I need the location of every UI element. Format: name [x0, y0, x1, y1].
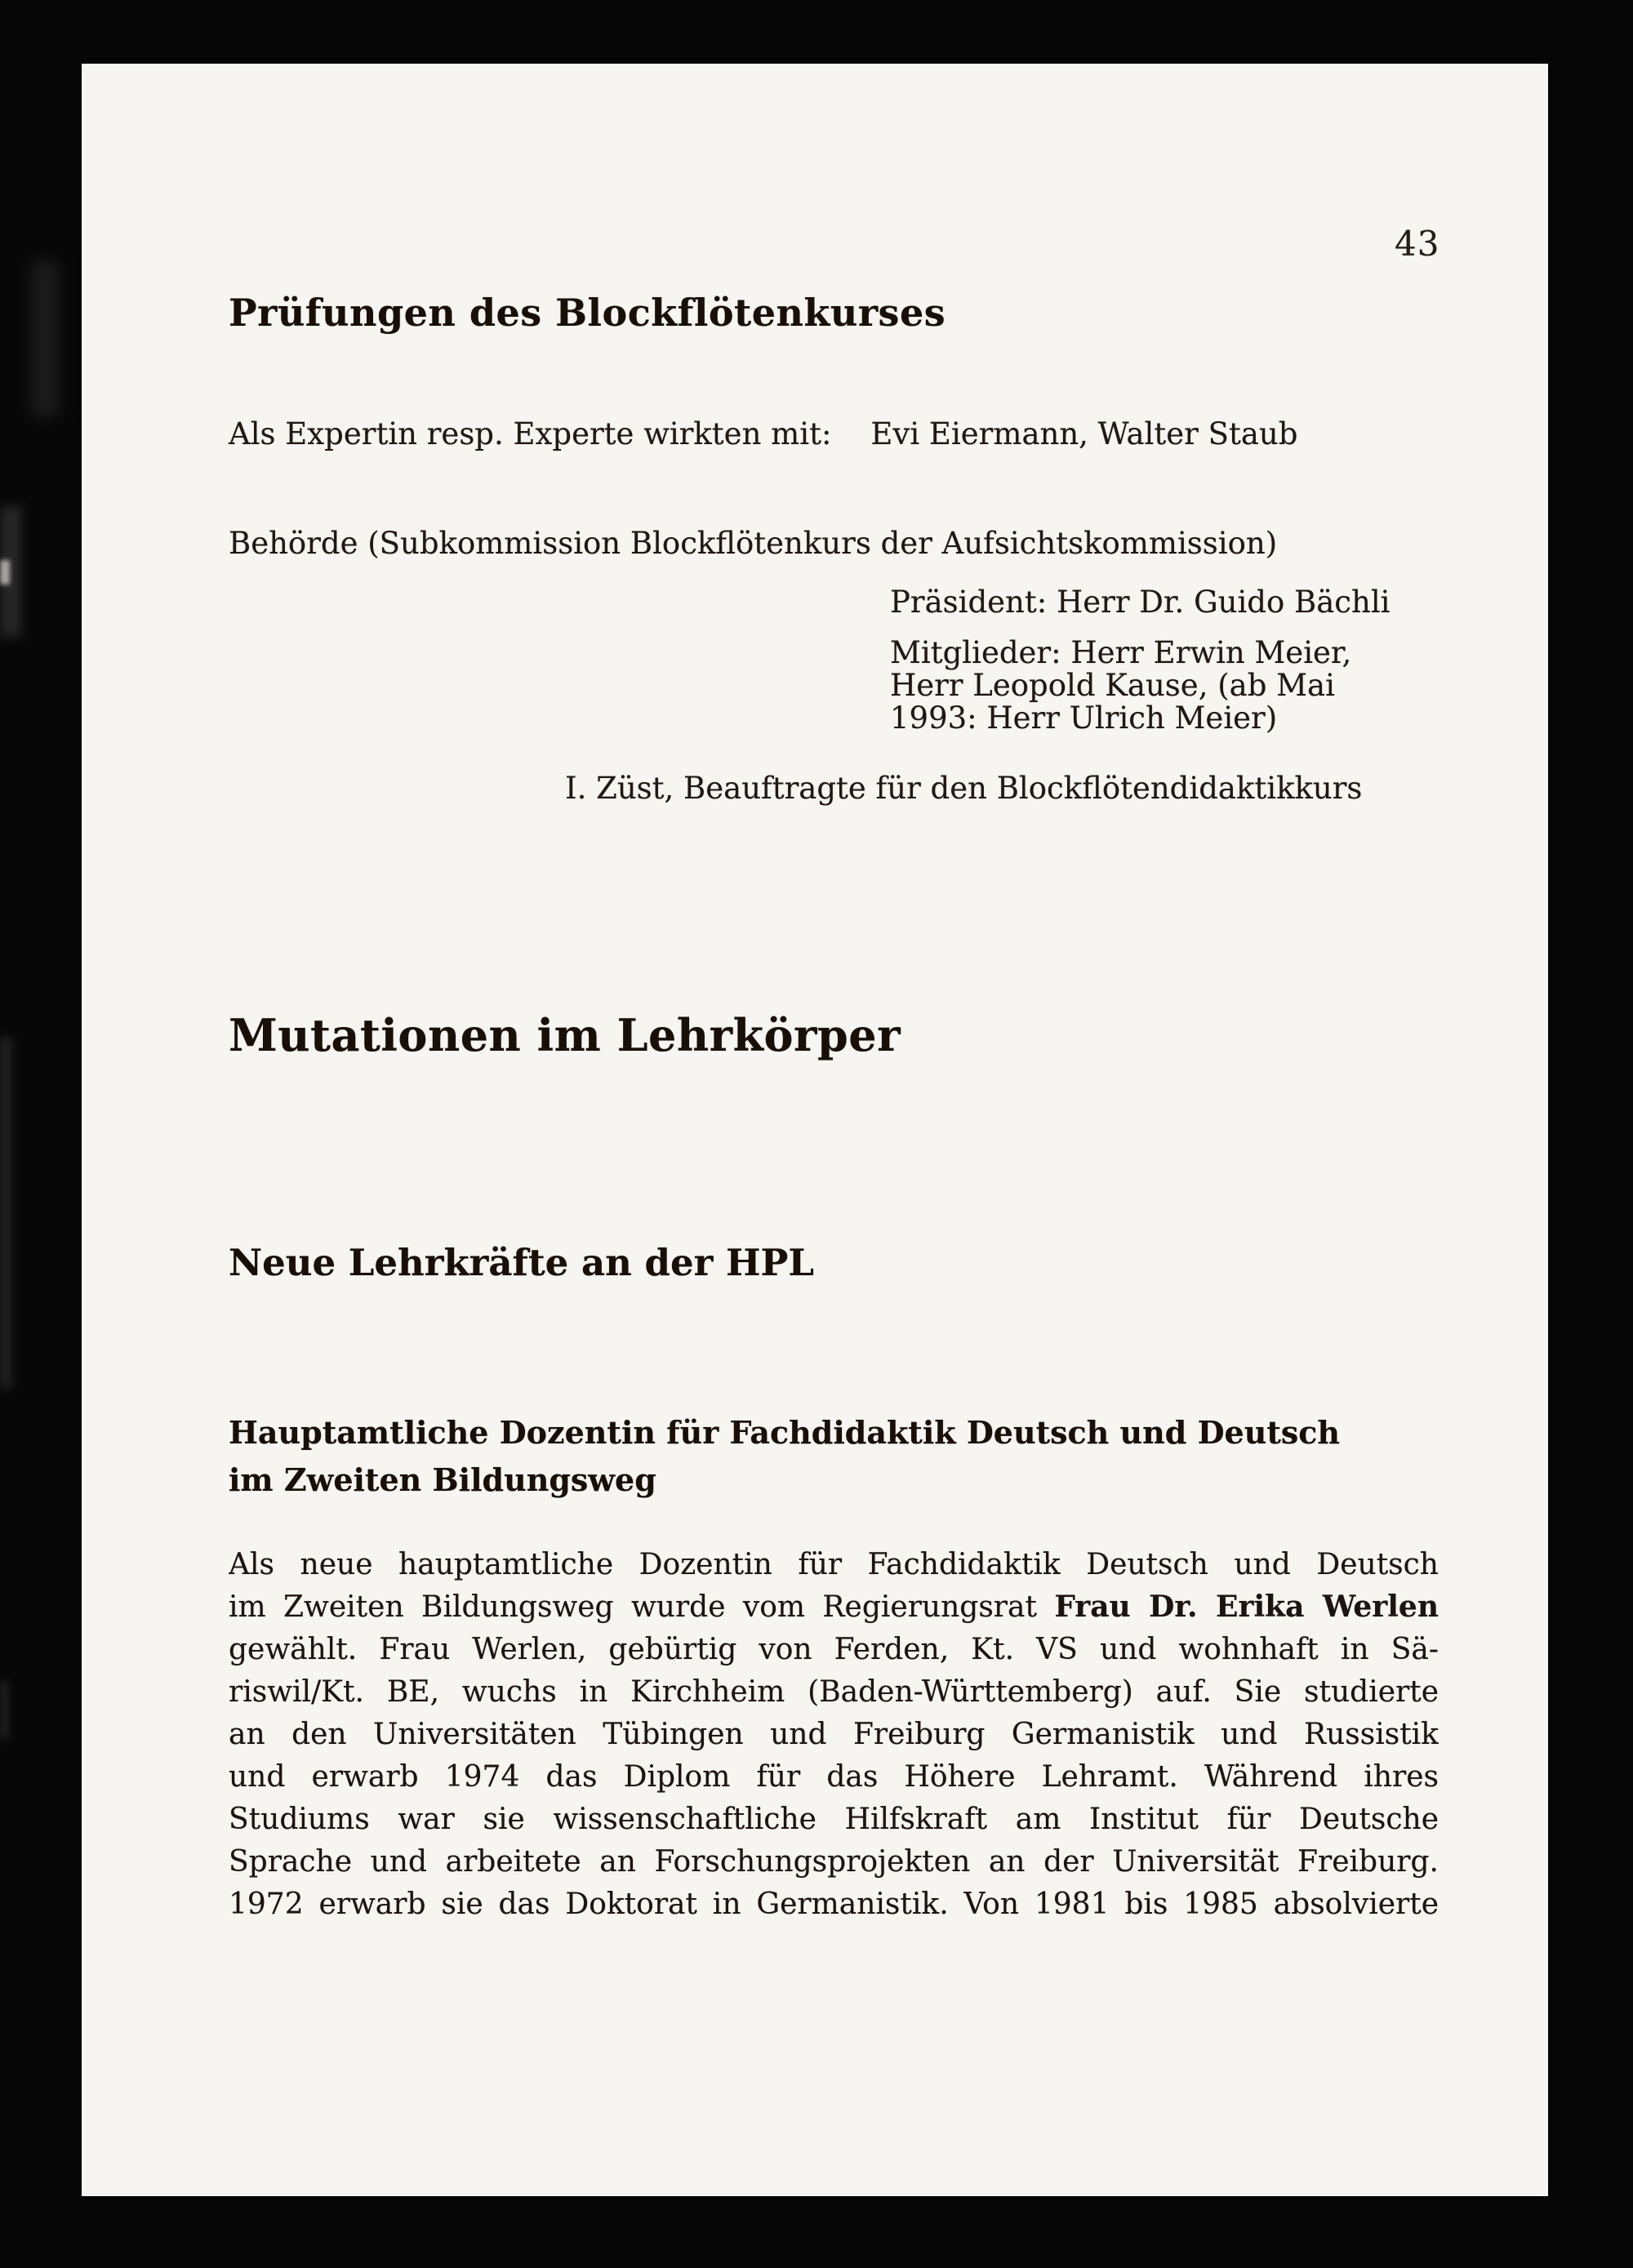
experts-value: Evi Eiermann, Walter Staub — [870, 416, 1298, 451]
paragraph-line: Sprache und arbeitete an Forschungsprojekten an der Universität Freiburg. — [229, 1845, 1439, 1879]
subheading-line-1: Hauptamtliche Dozentin für Fachdidaktik Deutsch und Deutsch — [229, 1414, 1341, 1451]
scan-artifact — [0, 1037, 11, 1388]
delegate-line: I. Züst, Beauftragte für den Blockflötendidaktikkurs — [565, 771, 1363, 806]
paragraph-line: Als neue hauptamtliche Dozentin für Fachdidaktik Deutsch und Deutsch — [229, 1548, 1439, 1581]
document-page — [82, 64, 1548, 2196]
paragraph-line: 1972 erwarb sie das Doktorat in Germanistik. Von 1981 bis 1985 absolvierte — [229, 1888, 1439, 1921]
experts-label: Als Expertin resp. Experte wirkten mit: — [229, 416, 832, 451]
page-number: 43 — [1395, 224, 1440, 264]
heading-pruefungen: Prüfungen des Blockflötenkurses — [229, 291, 946, 335]
paragraph-line: riswil/Kt. BE, wuchs in Kirchheim (Baden-Württemberg) auf. Sie studierte — [229, 1675, 1439, 1709]
paragraph-line: und erwarb 1974 das Diplom für das Höhere Lehramt. Während ihres — [229, 1760, 1439, 1794]
members-block — [890, 637, 1351, 735]
heading-neue-lehrkraefte: Neue Lehrkräfte an der HPL — [229, 1241, 814, 1284]
scan-artifact — [0, 560, 10, 585]
subheading-hauptamtliche-dozentin — [229, 1409, 1340, 1504]
bold-name-erika-werlen: Frau Dr. Erika Werlen — [1054, 1590, 1439, 1624]
scan-artifact — [0, 1682, 8, 1739]
member-line: Herr Leopold Kause, (ab Mai — [890, 668, 1335, 703]
paragraph-line: im Zweiten Bildungsweg wurde vom Regierungsrat Frau Dr. Erika Werlen — [229, 1590, 1439, 1624]
member-line: Mitglieder: Herr Erwin Meier, — [890, 635, 1352, 670]
scan-artifact — [31, 261, 59, 416]
member-line: 1993: Herr Ulrich Meier) — [890, 700, 1278, 736]
appointment-paragraph — [229, 1543, 1439, 1925]
authority-line: Behörde (Subkommission Blockflötenkurs der Aufsichtskommission) — [229, 526, 1278, 561]
scan-artifact — [0, 506, 21, 637]
experts-line — [229, 416, 1297, 451]
paragraph-line: an den Universitäten Tübingen und Freiburg Germanistik und Russistik — [229, 1718, 1439, 1751]
subheading-line-2: im Zweiten Bildungsweg — [229, 1461, 656, 1498]
president-line: Präsident: Herr Dr. Guido Bächli — [890, 585, 1390, 620]
paragraph-line: gewählt. Frau Werlen, gebürtig von Ferden, Kt. VS und wohnhaft in Sä- — [229, 1633, 1439, 1666]
paragraph-line: Studiums war sie wissenschaftliche Hilfskraft am Institut für Deutsche — [229, 1803, 1439, 1836]
heading-mutationen: Mutationen im Lehrkörper — [229, 1009, 901, 1061]
